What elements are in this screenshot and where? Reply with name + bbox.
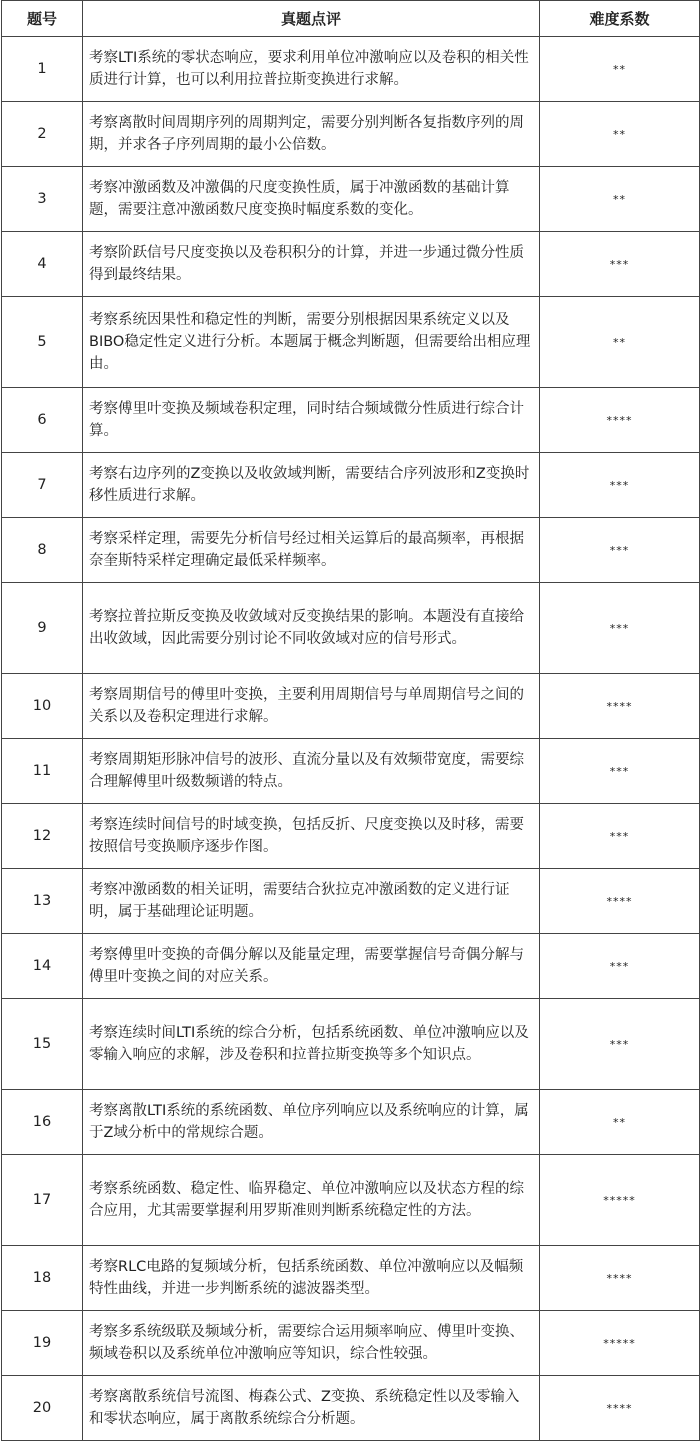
question-review: 考察连续时间LTI系统的综合分析，包括系统函数、单位冲激响应以及零输入响应的求解，涉及卷积和拉普拉斯变换等多个知识点。	[83, 999, 540, 1090]
difficulty-rating: ***	[540, 583, 700, 674]
difficulty-rating: ***	[540, 232, 700, 297]
table-row	[2, 388, 700, 453]
header-row	[2, 1, 700, 37]
question-review: 考察RLC电路的复频域分析，包括系统函数、单位冲激响应以及幅频特性曲线，并进一步判断系统的滤波器类型。	[83, 1246, 540, 1311]
question-number: 3	[2, 167, 83, 232]
difficulty-rating: ***	[540, 999, 700, 1090]
difficulty-rating: **	[540, 297, 700, 388]
question-review: 考察系统函数、稳定性、临界稳定、单位冲激响应以及状态方程的综合应用，尤其需要掌握利用罗斯准则判断系统稳定性的方法。	[83, 1155, 540, 1246]
question-review-text: 考察多系统级联及频域分析，需要综合运用频率响应、傅里叶变换、频域卷积以及系统单位冲激响应等知识，综合性较强。	[89, 1324, 524, 1362]
question-number: 7	[2, 453, 83, 518]
question-number: 6	[2, 388, 83, 453]
question-number: 20	[2, 1376, 83, 1441]
table-row	[2, 739, 700, 804]
difficulty-rating: ****	[540, 388, 700, 453]
question-review: 考察离散系统信号流图、梅森公式、Z变换、系统稳定性以及零输入和零状态响应，属于离散系统综合分析题。	[83, 1376, 540, 1441]
difficulty-rating: ***	[540, 518, 700, 583]
table-row	[2, 869, 700, 934]
table-row	[2, 37, 700, 102]
difficulty-rating: ****	[540, 674, 700, 739]
question-number: 15	[2, 999, 83, 1090]
question-review	[83, 1311, 540, 1376]
table-row	[2, 583, 700, 674]
difficulty-rating: **	[540, 102, 700, 167]
table-row	[2, 804, 700, 869]
question-number: 16	[2, 1090, 83, 1155]
difficulty-rating: **	[540, 37, 700, 102]
question-number: 13	[2, 869, 83, 934]
review-table	[1, 0, 700, 1441]
table-row	[2, 1376, 700, 1441]
table-row	[2, 1246, 700, 1311]
question-number: 11	[2, 739, 83, 804]
question-number: 17	[2, 1155, 83, 1246]
question-number: 1	[2, 37, 83, 102]
question-review: 考察LTI系统的零状态响应，要求利用单位冲激响应以及卷积的相关性质进行计算，也可以利用拉普拉斯变换进行求解。	[83, 37, 540, 102]
table-row	[2, 232, 700, 297]
difficulty-rating: ***	[540, 453, 700, 518]
table-row	[2, 1155, 700, 1246]
question-review: 考察阶跃信号尺度变换以及卷积积分的计算，并进一步通过微分性质得到最终结果。	[83, 232, 540, 297]
question-number: 4	[2, 232, 83, 297]
question-number: 12	[2, 804, 83, 869]
question-review: 考察离散时间周期序列的周期判定，需要分别判断各复指数序列的周期，并求各子序列周期的最小公倍数。	[83, 102, 540, 167]
difficulty-rating: **	[540, 167, 700, 232]
question-number: 5	[2, 297, 83, 388]
question-number: 18	[2, 1246, 83, 1311]
difficulty-rating: ****	[540, 869, 700, 934]
question-number: 9	[2, 583, 83, 674]
question-review: 考察周期信号的傅里叶变换，主要利用周期信号与单周期信号之间的关系以及卷积定理进行求解。	[83, 674, 540, 739]
table-row	[2, 453, 700, 518]
difficulty-rating: *****	[540, 1155, 700, 1246]
table-row	[2, 1311, 700, 1376]
difficulty-rating: *****	[540, 1311, 700, 1376]
question-review: 考察傅里叶变换及频域卷积定理，同时结合频域微分性质进行综合计算。	[83, 388, 540, 453]
question-number: 2	[2, 102, 83, 167]
table-row	[2, 297, 700, 388]
question-review: 考察连续时间信号的时域变换，包括反折、尺度变换以及时移，需要按照信号变换顺序逐步作图。	[83, 804, 540, 869]
table-row	[2, 102, 700, 167]
header-review: 真题点评	[83, 1, 540, 37]
difficulty-rating: ****	[540, 1246, 700, 1311]
table-row	[2, 999, 700, 1090]
question-review: 考察傅里叶变换的奇偶分解以及能量定理，需要掌握信号奇偶分解与傅里叶变换之间的对应关系。	[83, 934, 540, 999]
difficulty-rating: **	[540, 1090, 700, 1155]
question-review: 考察右边序列的Z变换以及收敛域判断，需要结合序列波形和Z变换时移性质进行求解。	[83, 453, 540, 518]
question-review: 考察冲激函数及冲激偶的尺度变换性质，属于冲激函数的基础计算题，需要注意冲激函数尺度变换时幅度系数的变化。	[83, 167, 540, 232]
question-number: 14	[2, 934, 83, 999]
question-number: 10	[2, 674, 83, 739]
table-row	[2, 934, 700, 999]
question-review: 考察系统因果性和稳定性的判断，需要分别根据因果系统定义以及BIBO稳定性定义进行分析。本题属于概念判断题，但需要给出相应理由。	[83, 297, 540, 388]
question-review: 考察冲激函数的相关证明，需要结合狄拉克冲激函数的定义进行证明，属于基础理论证明题。	[83, 869, 540, 934]
header-difficulty: 难度系数	[540, 1, 700, 37]
question-number: 8	[2, 518, 83, 583]
question-number: 19	[2, 1311, 83, 1376]
table-row	[2, 674, 700, 739]
difficulty-rating: ***	[540, 934, 700, 999]
table-row	[2, 518, 700, 583]
question-review: 考察采样定理，需要先分析信号经过相关运算后的最高频率，再根据奈奎斯特采样定理确定最低采样频率。	[83, 518, 540, 583]
difficulty-rating: ***	[540, 739, 700, 804]
table-row	[2, 1090, 700, 1155]
difficulty-rating: ****	[540, 1376, 700, 1441]
difficulty-rating: ***	[540, 804, 700, 869]
question-review: 考察周期矩形脉冲信号的波形、直流分量以及有效频带宽度，需要综合理解傅里叶级数频谱的特点。	[83, 739, 540, 804]
question-review: 考察离散LTI系统的系统函数、单位序列响应以及系统响应的计算，属于Z域分析中的常规综合题。	[83, 1090, 540, 1155]
header-question-number: 题号	[2, 1, 83, 37]
question-review: 考察拉普拉斯反变换及收敛域对反变换结果的影响。本题没有直接给出收敛域，因此需要分别讨论不同收敛域对应的信号形式。	[83, 583, 540, 674]
table-row	[2, 167, 700, 232]
